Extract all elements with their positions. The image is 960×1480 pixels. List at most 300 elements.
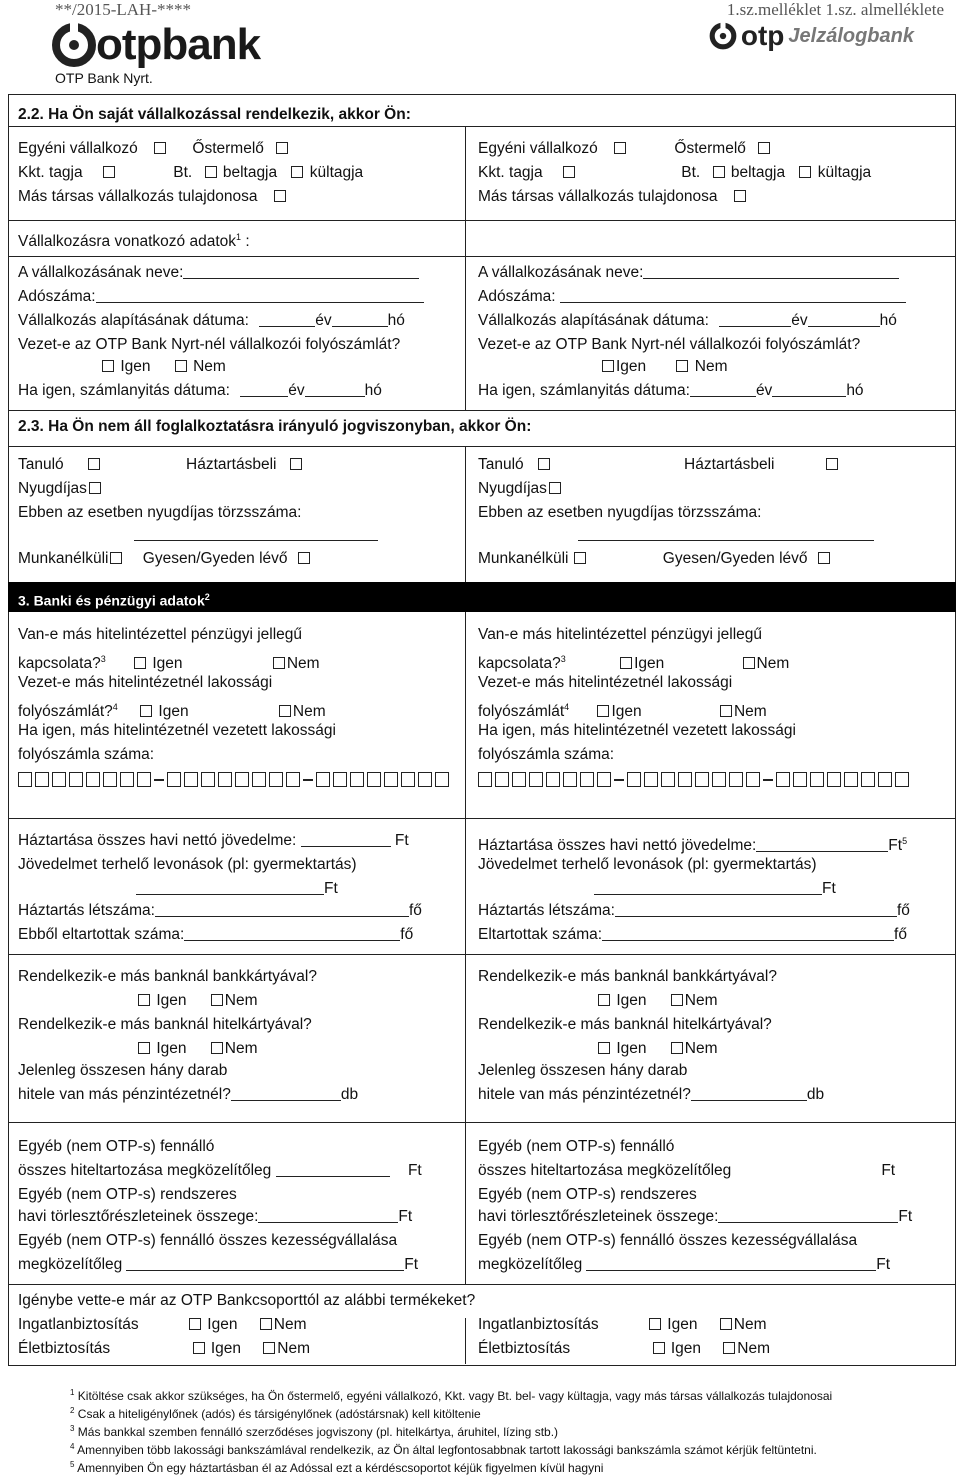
account-digit-box[interactable] — [746, 772, 760, 787]
bt-label: Bt. — [681, 164, 701, 181]
fo-label: fő — [400, 926, 414, 943]
month-label: hó — [364, 382, 382, 399]
founding-date-label: Vállalkozás alapításának dátuma: — [18, 312, 249, 329]
year-label: év — [755, 382, 773, 399]
founding-year-field[interactable] — [719, 312, 791, 327]
account-digit-box[interactable] — [529, 772, 543, 787]
divider — [8, 954, 956, 955]
igen-label: Igen — [616, 358, 647, 375]
footnote-ref: 4 — [112, 702, 118, 712]
property-insurance-row-co — [478, 1316, 766, 1334]
igen-checkbox[interactable] — [193, 1342, 205, 1354]
footnote-number: 4 — [70, 1442, 75, 1451]
deductions-field[interactable] — [594, 880, 822, 895]
account-digit-box[interactable] — [776, 772, 790, 787]
egyeni-checkbox[interactable] — [154, 142, 166, 154]
nem-label: Nem — [193, 358, 226, 375]
pensioner-row — [18, 480, 103, 498]
haztartasbeli-checkbox[interactable] — [290, 458, 302, 470]
document-code: **/2015-LAH-**** — [55, 0, 191, 19]
igen-checkbox[interactable] — [102, 360, 114, 372]
income-field[interactable] — [756, 837, 888, 852]
tax-number-field[interactable] — [560, 288, 906, 303]
nem-checkbox[interactable] — [263, 1342, 275, 1354]
kultagja-label: kültagja — [817, 164, 872, 181]
installments-row — [18, 1208, 412, 1226]
beltag-checkbox[interactable] — [205, 166, 217, 178]
tanulo-checkbox[interactable] — [88, 458, 100, 470]
household-size-label: Háztartás létszáma: — [478, 902, 615, 919]
igen-checkbox[interactable] — [598, 994, 610, 1006]
founding-date-row-co — [478, 312, 897, 330]
account-digit-box[interactable] — [627, 772, 641, 787]
igen-label: Igen — [667, 1316, 698, 1333]
nem-checkbox[interactable] — [676, 360, 688, 372]
guarantee-label: megközelítőleg — [478, 1256, 583, 1273]
account-digit-box[interactable] — [286, 772, 300, 787]
account-digit-box[interactable] — [878, 772, 892, 787]
footnote-ref: 2 — [204, 592, 210, 602]
account-number-question: Ha igen, más hitelintézetnél vezetett lakossági — [18, 722, 336, 739]
installments-field[interactable] — [718, 1208, 898, 1223]
loan-count-row — [18, 1086, 358, 1104]
other-bank-relation-row — [18, 650, 320, 673]
other-debt-question: Egyéb (nem OTP-s) fennálló — [18, 1138, 215, 1155]
loan-count-field[interactable] — [691, 1086, 807, 1101]
otp-products-question: Igénybe vette-e már az OTP Bankcsoporttól az alábbi termékeket? — [18, 1292, 476, 1309]
igen-label: Igen — [152, 655, 183, 673]
account-digit-box[interactable] — [793, 772, 807, 787]
founding-year-field[interactable] — [259, 312, 315, 327]
haztartasbeli-label: Háztartásbeli — [186, 456, 277, 473]
footnote-number: 2 — [70, 1406, 75, 1415]
nem-checkbox[interactable] — [671, 1042, 683, 1054]
founding-date-row — [18, 312, 405, 330]
loan-count-field[interactable] — [231, 1086, 341, 1101]
account-digit-box[interactable] — [137, 772, 151, 787]
account-open-year-field[interactable] — [690, 382, 756, 397]
gyes-checkbox[interactable] — [818, 552, 830, 564]
deductions-label: Jövedelmet terhelő levonások (pl: gyermektartás) — [18, 856, 357, 873]
section-3-title — [18, 588, 210, 610]
ostermelo-label: Őstermelő — [192, 140, 264, 157]
ft-label: Ft — [898, 1208, 913, 1225]
nem-label: Nem — [224, 992, 258, 1009]
other-debt-label: összes hiteltartozása megközelítőleg — [478, 1162, 732, 1179]
nem-checkbox[interactable] — [723, 1342, 735, 1354]
nem-label: Nem — [733, 703, 767, 721]
account-digit-box[interactable] — [333, 772, 347, 787]
footnote-text: Csak a hiteligénylőnek (adós) és társigénylőnek (adóstársnak) kell kitöltenie — [77, 1407, 481, 1421]
bt-label: Bt. — [173, 164, 193, 181]
ft-label: Ft — [881, 1162, 896, 1179]
loan-count-question: Jelenleg összesen hány darab — [478, 1062, 688, 1079]
munkanelkuli-label: Munkanélküli — [18, 550, 109, 567]
dependents-row — [18, 926, 413, 944]
kkt-checkbox[interactable] — [563, 166, 575, 178]
dependents-field[interactable] — [602, 926, 894, 941]
footnote-5 — [70, 1460, 603, 1475]
igen-checkbox[interactable] — [649, 1318, 661, 1330]
igen-checkbox[interactable] — [620, 657, 632, 669]
otp-logo-text: otp — [740, 20, 785, 51]
gyes-checkbox[interactable] — [298, 552, 310, 564]
igen-checkbox[interactable] — [597, 705, 609, 717]
nem-label: Nem — [756, 655, 790, 673]
loan-count-row-co — [478, 1086, 824, 1104]
footnote-ref: 3 — [560, 654, 566, 664]
account-digit-box[interactable] — [401, 772, 415, 787]
haztartasbeli-checkbox[interactable] — [826, 458, 838, 470]
account-separator — [763, 779, 773, 781]
pension-number-label: Ebben az esetben nyugdíjas törzsszáma: — [18, 504, 302, 521]
account-digit-box[interactable] — [597, 772, 611, 787]
account-digit-box[interactable] — [895, 772, 909, 787]
account-digit-box[interactable] — [712, 772, 726, 787]
account-open-date-label: Ha igen, számlanyitás dátuma: — [478, 382, 690, 399]
guarantee-field[interactable] — [126, 1256, 404, 1271]
account-digit-box[interactable] — [184, 772, 198, 787]
account-separator — [614, 779, 624, 781]
guarantee-field[interactable] — [586, 1256, 876, 1271]
dependents-label: Eltartottak száma: — [478, 926, 603, 943]
igen-checkbox[interactable] — [138, 994, 150, 1006]
account-open-month-field[interactable] — [305, 382, 365, 397]
guarantee-question: Egyéb (nem OTP-s) fennálló összes kezességvállalása — [478, 1232, 858, 1249]
student-row — [18, 456, 304, 474]
founding-month-field[interactable] — [808, 312, 880, 327]
nyugdijas-checkbox[interactable] — [549, 482, 561, 494]
account-digit-box[interactable] — [316, 772, 330, 787]
account-separator — [303, 779, 313, 781]
account-digit-box[interactable] — [580, 772, 594, 787]
account-open-date-row — [18, 382, 382, 400]
footnote-ref: 5 — [902, 836, 908, 846]
account-digit-box[interactable] — [563, 772, 577, 787]
account-open-date-label: Ha igen, számlanyitás dátuma: — [18, 382, 230, 399]
dependents-field[interactable] — [184, 926, 400, 941]
otpbank-logo-text: otpbank — [96, 20, 261, 69]
company-name-field[interactable] — [643, 264, 899, 279]
db-label: db — [806, 1086, 825, 1103]
igen-label: Igen — [158, 703, 189, 721]
igen-checkbox[interactable] — [653, 1342, 665, 1354]
credit-card-question: Rendelkezik-e más banknál hitelkártyával? — [18, 1016, 312, 1033]
account-digit-box[interactable] — [235, 772, 249, 787]
account-digit-box[interactable] — [35, 772, 49, 787]
other-company-checkbox[interactable] — [734, 190, 746, 202]
nem-checkbox[interactable] — [260, 1318, 272, 1330]
footnote-text: Amennyiben Ön egy háztartásban él az Adóssal ezt a kérdéscsoportot kéjük figyelmen kívül hagyni — [77, 1461, 604, 1475]
nem-checkbox[interactable] — [720, 705, 732, 717]
entrepreneur-row — [18, 140, 290, 158]
ft-label: Ft — [888, 837, 903, 855]
tanulo-checkbox[interactable] — [538, 458, 550, 470]
account-number-boxes[interactable] — [18, 772, 452, 787]
footnote-1 — [70, 1388, 832, 1403]
egyeni-checkbox[interactable] — [614, 142, 626, 154]
ft-label: Ft — [324, 880, 338, 897]
household-size-label: Háztartás létszáma: — [18, 902, 155, 919]
fo-label: fő — [408, 902, 422, 919]
kkt-checkbox[interactable] — [103, 166, 115, 178]
igen-checkbox[interactable] — [189, 1318, 201, 1330]
nem-label: Nem — [737, 1340, 771, 1357]
household-size-row — [18, 902, 422, 920]
igen-label: Igen — [634, 655, 665, 673]
other-debt-label: összes hiteltartozása megközelítőleg — [18, 1162, 272, 1179]
annex-label: 1.sz.melléklet 1.sz. almelléklete — [726, 0, 944, 19]
other-debt-row-co — [478, 1162, 895, 1180]
income-label: Háztartása összes havi nettó jövedelme: — [478, 837, 757, 855]
ostermelo-checkbox[interactable] — [276, 142, 288, 154]
db-label: db — [340, 1086, 359, 1103]
account-digit-box[interactable] — [729, 772, 743, 787]
nem-checkbox[interactable] — [720, 1318, 732, 1330]
section-2-2-title: 2.2. Ha Ön saját vállalkozással rendelkezik, akkor Ön: — [18, 106, 411, 123]
household-size-field[interactable] — [615, 902, 897, 917]
company-name-row — [18, 264, 419, 282]
igen-label: Igen — [210, 1340, 241, 1357]
igen-checkbox[interactable] — [138, 1042, 150, 1054]
partner-row — [18, 164, 363, 182]
guarantee-row-co — [478, 1256, 890, 1274]
pension-number-row — [134, 526, 378, 544]
kultag-checkbox[interactable] — [799, 166, 811, 178]
account-digit-box[interactable] — [269, 772, 283, 787]
pension-number-field[interactable] — [134, 526, 378, 541]
footnote-text: Más bankkal szemben fennálló szerződéses jogviszony (pl. hitelkártya, áruhitel, lízing stb.) — [77, 1425, 559, 1439]
income-field[interactable] — [301, 832, 391, 847]
igen-checkbox[interactable] — [140, 705, 152, 717]
income-label: Háztartása összes havi nettó jövedelme: — [18, 832, 297, 849]
gyes-label: Gyesen/Gyeden lévő — [142, 550, 288, 567]
ft-label: Ft — [876, 1256, 891, 1273]
loan-count-question: Jelenleg összesen hány darab — [18, 1062, 228, 1079]
life-insurance-row — [18, 1340, 310, 1358]
unemployed-row — [18, 550, 312, 568]
account-digit-box[interactable] — [861, 772, 875, 787]
debit-card-question: Rendelkezik-e más banknál bankkártyával? — [18, 968, 317, 985]
account-digit-box[interactable] — [495, 772, 509, 787]
ft-label: Ft — [407, 1162, 422, 1179]
haztartasbeli-label: Háztartásbeli — [684, 456, 775, 473]
igen-label: Igen — [156, 1040, 187, 1057]
account-digit-box[interactable] — [827, 772, 841, 787]
account-digit-box[interactable] — [512, 772, 526, 787]
other-company-label: Más társas vállalkozás tulajdonosa — [478, 188, 718, 205]
igen-checkbox[interactable] — [598, 1042, 610, 1054]
deductions-field[interactable] — [136, 880, 324, 895]
nem-checkbox[interactable] — [211, 1042, 223, 1054]
dependents-label: Ebből eltartottak száma: — [18, 926, 185, 943]
account-digit-box[interactable] — [418, 772, 432, 787]
account-digit-box[interactable] — [52, 772, 66, 787]
other-bank-relation-question: Van-e más hitelintézettel pénzügyi jellegű — [18, 626, 303, 643]
otp-logo-icon — [52, 23, 96, 67]
account-digit-box[interactable] — [167, 772, 181, 787]
nem-label: Nem — [694, 358, 728, 375]
column-divider — [465, 612, 466, 1284]
nyugdijas-label: Nyugdíjas — [18, 480, 87, 497]
account-digit-box[interactable] — [18, 772, 32, 787]
account-open-month-field[interactable] — [772, 382, 846, 397]
tax-number-label: Adószáma: — [18, 288, 96, 305]
igen-label: Igen — [207, 1316, 238, 1333]
account-digit-box[interactable] — [252, 772, 266, 787]
munkanelkuli-checkbox[interactable] — [574, 552, 586, 564]
other-company-row-co — [478, 188, 748, 206]
other-company-row — [18, 188, 288, 206]
other-bank-account-row — [18, 698, 326, 721]
deductions-row — [136, 880, 338, 898]
installments-field[interactable] — [258, 1208, 398, 1223]
account-digit-box[interactable] — [120, 772, 134, 787]
account-digit-box[interactable] — [384, 772, 398, 787]
igen-checkbox[interactable] — [134, 657, 146, 669]
footnote-4 — [70, 1442, 817, 1457]
account-open-date-row-co — [478, 382, 864, 400]
other-bank-relation-question: Van-e más hitelintézettel pénzügyi jellegű — [478, 626, 763, 643]
company-name-label: A vállalkozásának neve: — [18, 264, 184, 281]
ostermelo-label: Őstermelő — [674, 140, 746, 157]
account-open-year-field[interactable] — [240, 382, 288, 397]
account-number-boxes[interactable] — [478, 772, 912, 787]
ft-label: Ft — [822, 880, 836, 897]
tax-number-row-co — [478, 288, 906, 306]
footnote-ref: 4 — [564, 702, 570, 712]
account-digit-box[interactable] — [201, 772, 215, 787]
month-label: hó — [387, 312, 405, 329]
beltag-checkbox[interactable] — [713, 166, 725, 178]
column-divider — [465, 446, 466, 582]
account-digit-box[interactable] — [69, 772, 83, 787]
divider — [8, 1122, 956, 1123]
other-bank-account-question: Vezet-e más hitelintézetnél lakossági — [478, 674, 733, 691]
student-row-co — [478, 456, 840, 474]
account-digit-box[interactable] — [350, 772, 364, 787]
pension-number-field[interactable] — [578, 526, 874, 541]
loan-count-label: hitele van más pénzintézetnél? — [18, 1086, 231, 1103]
nem-checkbox[interactable] — [279, 705, 291, 717]
nyugdijas-checkbox[interactable] — [89, 482, 101, 494]
igen-label: Igen — [156, 992, 187, 1009]
guarantee-question: Egyéb (nem OTP-s) fennálló összes kezességvállalása — [18, 1232, 398, 1249]
munkanelkuli-checkbox[interactable] — [110, 552, 122, 564]
account-label: folyószámlát — [478, 703, 565, 721]
account-digit-box[interactable] — [695, 772, 709, 787]
ft-label: Ft — [394, 832, 409, 849]
account-digit-box[interactable] — [367, 772, 381, 787]
deductions-row-co — [594, 880, 836, 898]
nem-label: Nem — [277, 1340, 311, 1357]
debit-card-question: Rendelkezik-e más banknál bankkártyával? — [478, 968, 777, 985]
other-bank-relation-row-co — [478, 650, 789, 673]
other-bank-account-question: Vezet-e más hitelintézetnél lakossági — [18, 674, 273, 691]
otp-jelzalogbank-logo — [709, 20, 914, 52]
account-digit-box[interactable] — [844, 772, 858, 787]
nem-checkbox[interactable] — [273, 657, 285, 669]
company-data-label: Vállalkozásra vonatkozó adatok — [18, 233, 236, 251]
pensioner-row-co — [478, 480, 563, 498]
year-label: év — [288, 382, 305, 399]
founding-month-field[interactable] — [332, 312, 388, 327]
nem-label: Nem — [286, 655, 320, 673]
life-insurance-row-co — [478, 1340, 770, 1358]
otp-account-options-co — [600, 358, 728, 376]
ostermelo-checkbox[interactable] — [758, 142, 770, 154]
pension-number-label: Ebben az esetben nyugdíjas törzsszáma: — [478, 504, 762, 521]
nem-label: Nem — [733, 1316, 767, 1333]
month-label: hó — [879, 312, 897, 329]
founding-date-label: Vállalkozás alapításának dátuma: — [478, 312, 709, 329]
account-digit-box[interactable] — [546, 772, 560, 787]
footnote-3 — [70, 1424, 558, 1439]
company-name-field[interactable] — [183, 264, 419, 279]
otp-account-question: Vezet-e az OTP Bank Nyrt-nél vállalkozói folyószámlát? — [478, 336, 861, 353]
other-debt-field[interactable] — [276, 1162, 390, 1177]
tanulo-label: Tanuló — [478, 456, 524, 473]
household-size-field[interactable] — [155, 902, 409, 917]
account-digit-box[interactable] — [435, 772, 449, 787]
gyes-label: Gyesen/Gyeden lévő — [662, 550, 808, 567]
divider — [8, 410, 956, 411]
other-company-checkbox[interactable] — [274, 190, 286, 202]
pension-number-row-co — [578, 526, 874, 544]
relation-label: kapcsolata? — [478, 655, 561, 673]
account-digit-box[interactable] — [678, 772, 692, 787]
installments-question: Egyéb (nem OTP-s) rendszeres — [478, 1186, 697, 1203]
account-digit-box[interactable] — [661, 772, 675, 787]
credit-card-options-co — [596, 1040, 718, 1058]
nem-checkbox[interactable] — [671, 994, 683, 1006]
footnote-text: Amennyiben több lakossági bankszámlával rendelkezik, az Ön által legfontosabbnak tartott lakossági bankszámla számot kérjük feltüntetni. — [77, 1443, 817, 1457]
tax-number-field[interactable] — [96, 288, 424, 303]
nem-checkbox[interactable] — [743, 657, 755, 669]
account-digit-box[interactable] — [644, 772, 658, 787]
nem-checkbox[interactable] — [175, 360, 187, 372]
divider — [8, 256, 956, 257]
account-digit-box[interactable] — [478, 772, 492, 787]
fo-label: fő — [894, 926, 907, 943]
igen-checkbox[interactable] — [602, 360, 614, 372]
section-2-3-title: 2.3. Ha Ön nem áll foglalkoztatásra irányuló jogviszonyban, akkor Ön: — [18, 418, 532, 435]
nem-checkbox[interactable] — [211, 994, 223, 1006]
account-digit-box[interactable] — [810, 772, 824, 787]
igen-label: Igen — [670, 1340, 701, 1357]
account-number-label: folyószámla száma: — [18, 746, 155, 763]
account-digit-box[interactable] — [103, 772, 117, 787]
divider — [8, 818, 956, 819]
footnote-number: 3 — [70, 1424, 75, 1433]
kultag-checkbox[interactable] — [291, 166, 303, 178]
debit-card-options — [136, 992, 258, 1010]
account-digit-box[interactable] — [86, 772, 100, 787]
igen-label: Igen — [616, 992, 647, 1009]
section-3-header — [8, 582, 956, 612]
account-digit-box[interactable] — [218, 772, 232, 787]
kkt-label: Kkt. tagja — [18, 164, 83, 181]
relation-label: kapcsolata? — [18, 655, 101, 673]
other-debt-row — [18, 1162, 422, 1180]
life-insurance-label: Életbiztosítás — [478, 1340, 571, 1357]
section-3-title-text: 3. Banki és pénzügyi adatok — [18, 592, 205, 609]
egyeni-label: Egyéni vállalkozó — [18, 140, 138, 157]
installments-label: havi törlesztőrészleteinek összege: — [18, 1208, 259, 1225]
tax-number-row — [18, 288, 424, 306]
property-insurance-label: Ingatlanbiztosítás — [18, 1316, 139, 1333]
divider — [8, 220, 956, 221]
